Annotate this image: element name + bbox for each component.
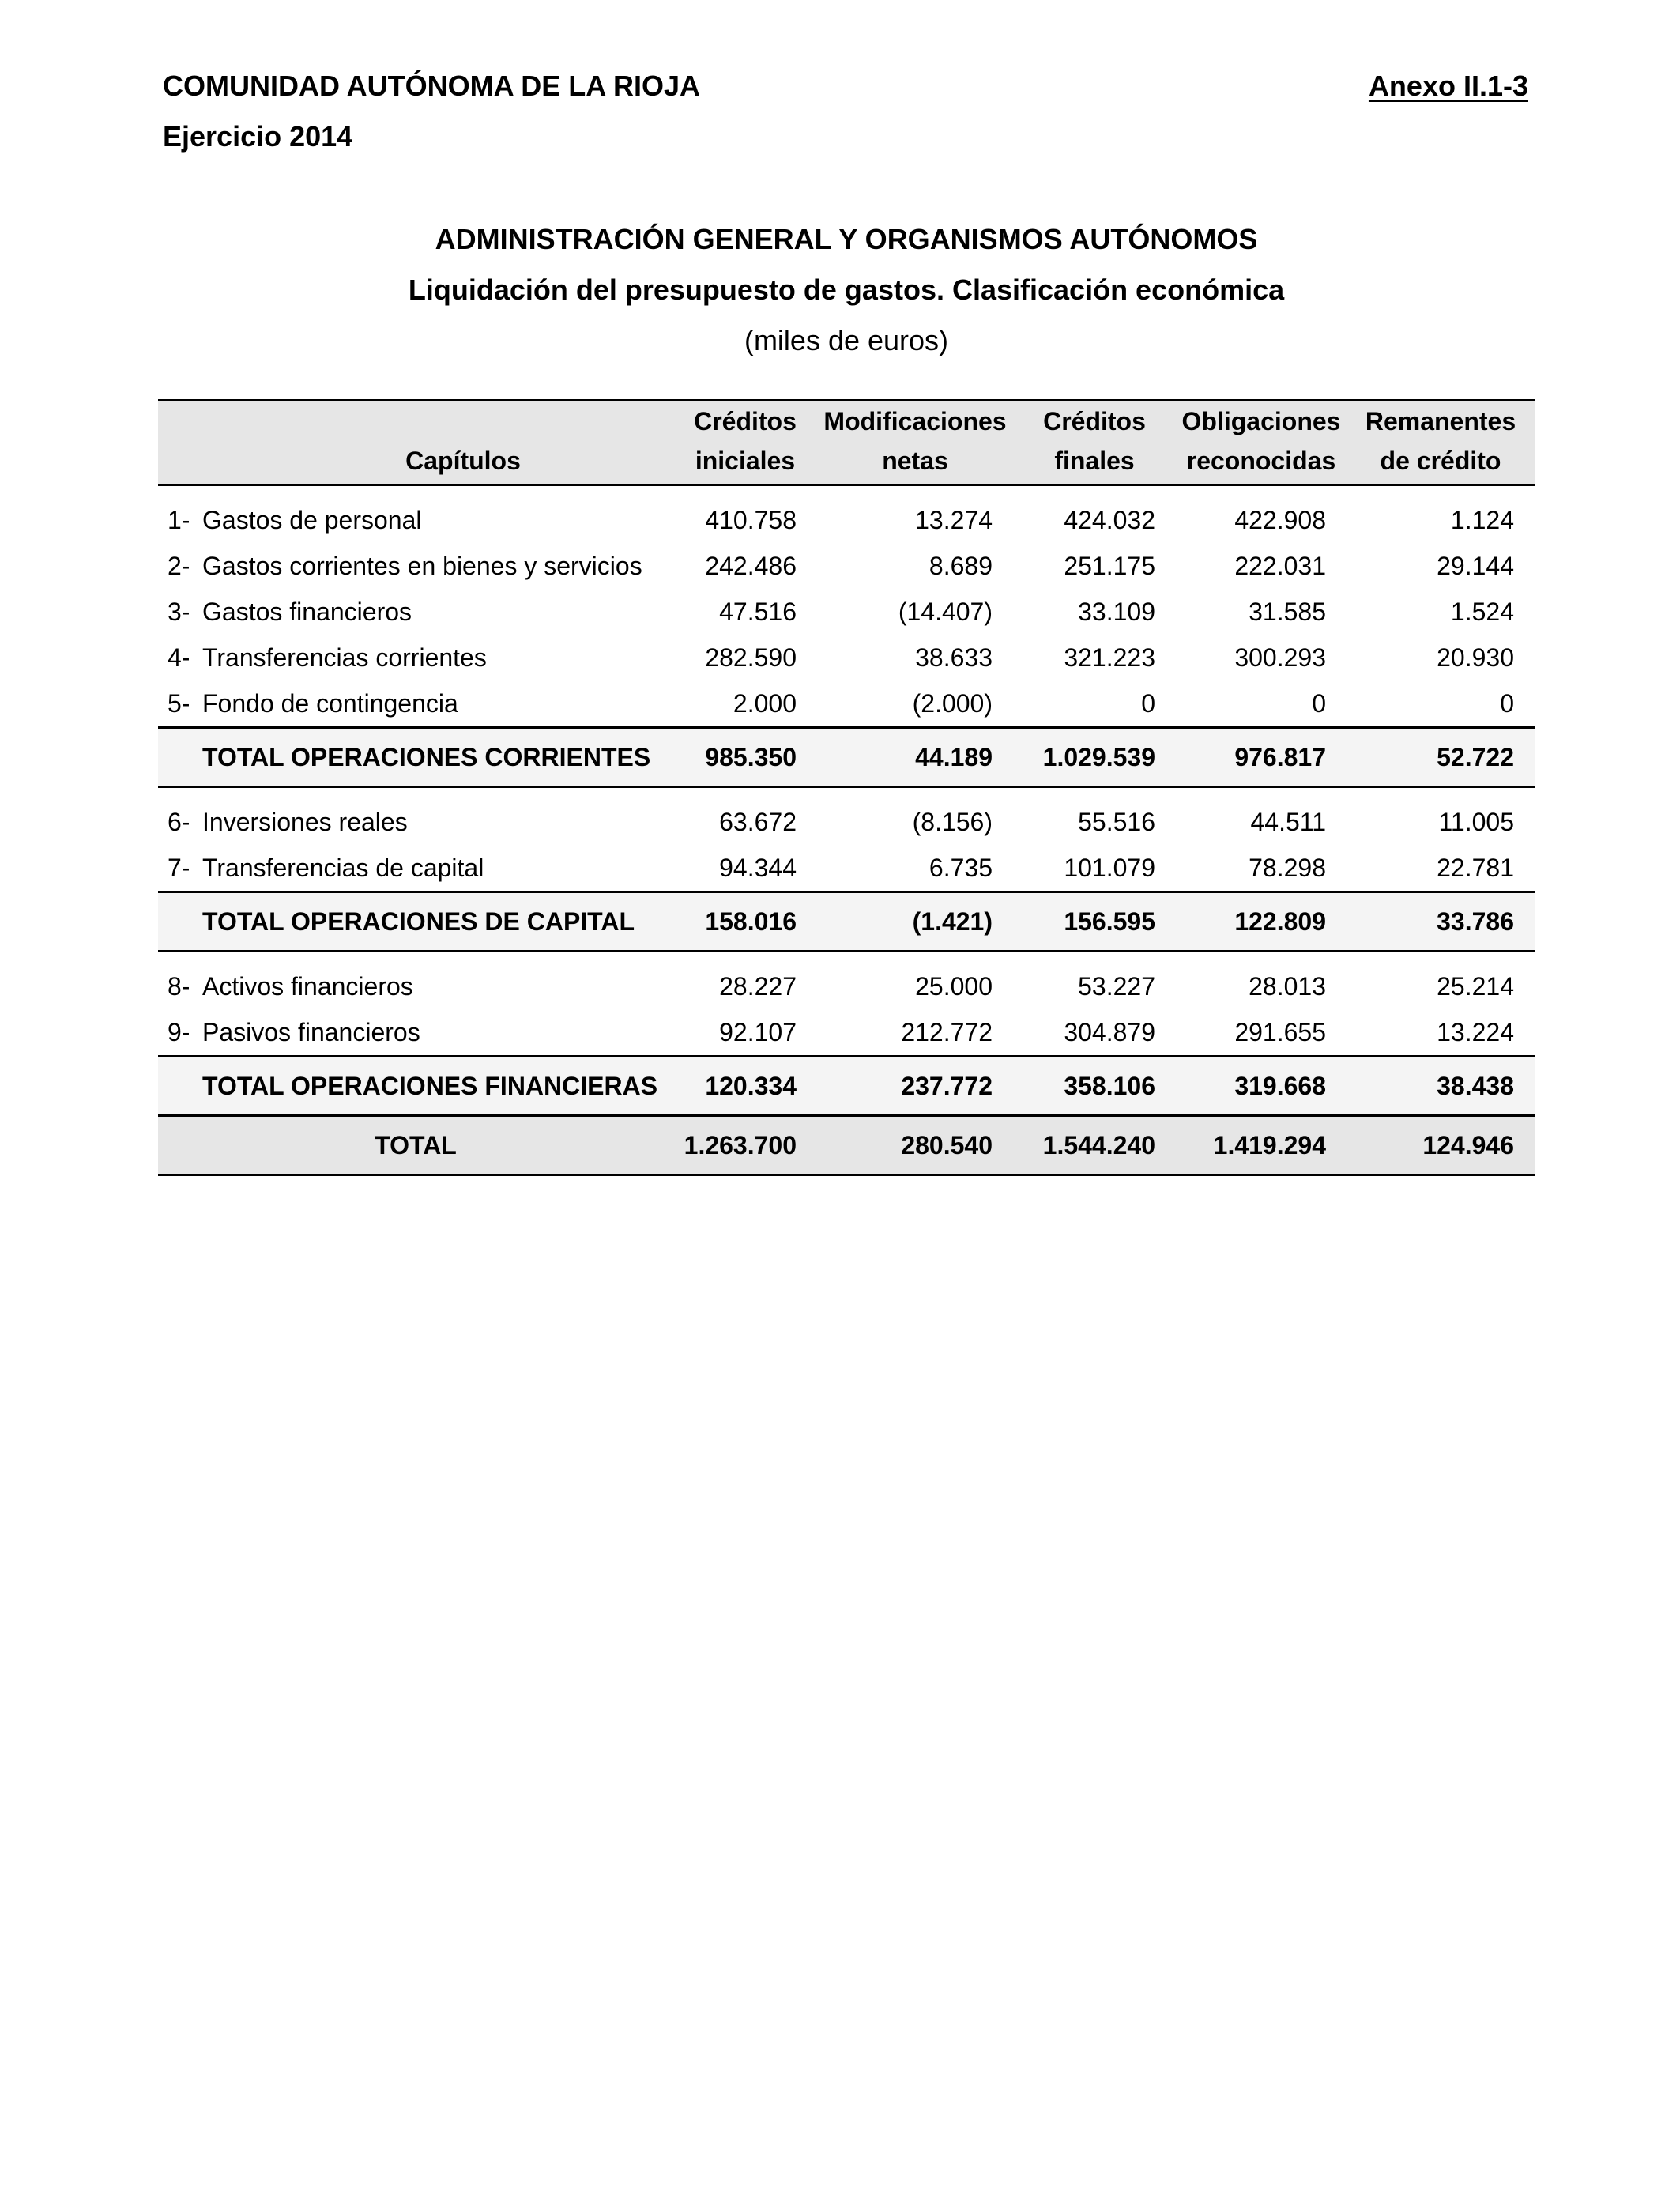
table-cell-value: 158.016 (673, 892, 817, 952)
spacer-cell (158, 952, 673, 964)
fiscal-year: Ejercicio 2014 (163, 120, 353, 153)
table-cell-value: 1.524 (1450, 597, 1514, 626)
table-row (158, 497, 1535, 543)
table-row (158, 680, 1535, 728)
chapter-code: 4- (168, 643, 190, 672)
table-cell-value: 1.263.700 (673, 1116, 817, 1175)
table-cell-value: 1.124 (1450, 505, 1514, 534)
subtotal-label: TOTAL OPERACIONES DE CAPITAL (158, 892, 673, 952)
chapter-name: Fondo de contingencia (202, 688, 458, 718)
table-cell-value: 0 (1312, 688, 1326, 718)
table-header-row (158, 401, 1535, 485)
table-cell-value: (2.000) (912, 688, 993, 718)
chapter-name: Transferencias corrientes (202, 643, 487, 672)
chapter-name-cell (158, 589, 673, 635)
column-header-capitulos (158, 401, 673, 485)
subtotal-row (158, 1057, 1535, 1116)
table-cell-value: 11.005 (1438, 807, 1514, 836)
spacer-cell (158, 485, 673, 498)
row-spacer (158, 485, 1535, 498)
spacer-cell (1347, 787, 1535, 800)
table-cell-value: 38.438 (1347, 1057, 1535, 1116)
table-cell-value: 1.419.294 (1176, 1116, 1347, 1175)
column-header-remanentes-credito (1347, 401, 1535, 485)
chapter-name-cell (158, 963, 673, 1009)
table-cell-value: 78.298 (1249, 853, 1326, 882)
chapter-name: Inversiones reales (202, 807, 408, 836)
chapter-code: 2- (168, 551, 190, 580)
table-row (158, 543, 1535, 589)
table-cell-value: 0 (1141, 688, 1155, 718)
chapter-name: Activos financieros (202, 971, 413, 1001)
table-row (158, 845, 1535, 892)
table-cell-value: 44.511 (1250, 807, 1326, 836)
column-header-line2: iniciales (695, 447, 796, 475)
chapter-name-cell (158, 635, 673, 680)
column-header-line2: reconocidas (1186, 447, 1336, 475)
table-cell-value: 101.079 (1064, 853, 1155, 882)
column-header-line2: netas (882, 447, 948, 475)
spacer-cell (673, 787, 817, 800)
chapter-name-cell (158, 845, 673, 892)
column-header-creditos-iniciales (673, 401, 817, 485)
spacer-cell (1347, 952, 1535, 964)
spacer-cell (1013, 485, 1176, 498)
row-spacer (158, 952, 1535, 964)
chapter-name: Transferencias de capital (202, 853, 484, 882)
annex-label: Anexo II.1-3 (1368, 70, 1528, 102)
spacer-cell (673, 952, 817, 964)
table-cell-value: 321.223 (1064, 643, 1155, 672)
table-cell-value: 251.175 (1064, 551, 1155, 580)
table-cell-value: 28.013 (1249, 971, 1326, 1001)
table-cell-value: 424.032 (1064, 505, 1155, 534)
table-cell-value: 304.879 (1064, 1017, 1155, 1046)
table-row (158, 1009, 1535, 1057)
table-cell-value: 92.107 (719, 1017, 797, 1046)
spacer-cell (158, 787, 673, 800)
spacer-cell (1347, 485, 1535, 498)
chapter-code: 7- (168, 853, 190, 882)
spacer-cell (1013, 952, 1176, 964)
table-cell-value: 237.772 (817, 1057, 1013, 1116)
chapter-name: Gastos financieros (202, 597, 412, 626)
column-header-line1: Créditos (1043, 407, 1146, 435)
chapter-name: Pasivos financieros (202, 1017, 420, 1046)
chapter-code: 9- (168, 1017, 190, 1046)
table-cell-value: 44.189 (817, 728, 1013, 787)
table-cell-value: 319.668 (1176, 1057, 1347, 1116)
table-cell-value: 1.544.240 (1013, 1116, 1176, 1175)
table-cell-value: 122.809 (1176, 892, 1347, 952)
chapter-name-cell (158, 497, 673, 543)
table-cell-value: (14.407) (898, 597, 993, 626)
units-note: (miles de euros) (744, 324, 949, 356)
chapter-name-cell (158, 1009, 673, 1057)
document-subtitle: Liquidación del presupuesto de gastos. Clasificación económica (408, 273, 1285, 306)
grand-total-row (158, 1116, 1535, 1175)
subtotal-row (158, 892, 1535, 952)
spacer-cell (817, 485, 1013, 498)
column-header-line1: Créditos (694, 407, 797, 435)
column-header-obligaciones-reconocidas (1176, 401, 1347, 485)
column-header-creditos-finales (1013, 401, 1176, 485)
column-header-label: Capítulos (405, 447, 521, 475)
table-cell-value: 13.224 (1437, 1017, 1514, 1046)
table-cell-value: 8.689 (929, 551, 993, 580)
spacer-cell (1176, 952, 1347, 964)
table-cell-value: 291.655 (1234, 1017, 1326, 1046)
table-row (158, 589, 1535, 635)
column-header-line1: Obligaciones (1181, 407, 1341, 435)
spacer-cell (1013, 787, 1176, 800)
table-cell-value: 410.758 (705, 505, 797, 534)
table-cell-value: 300.293 (1234, 643, 1326, 672)
subtotal-label: TOTAL OPERACIONES CORRIENTES (158, 728, 673, 787)
chapter-name: Gastos corrientes en bienes y servicios (202, 551, 642, 580)
column-header-line2: de crédito (1380, 447, 1501, 475)
subtotal-row (158, 728, 1535, 787)
table-cell-value: 212.772 (901, 1017, 993, 1046)
table-cell-value: 120.334 (673, 1057, 817, 1116)
chapter-name: Gastos de personal (202, 505, 422, 534)
table-cell-value: 47.516 (719, 597, 797, 626)
table-cell-value: 1.029.539 (1013, 728, 1176, 787)
table-cell-value: 358.106 (1013, 1057, 1176, 1116)
table-cell-value: 13.274 (915, 505, 993, 534)
table-cell-value: 25.000 (915, 971, 993, 1001)
table-cell-value: 282.590 (705, 643, 797, 672)
table-cell-value: 422.908 (1234, 505, 1326, 534)
spacer-cell (1176, 485, 1347, 498)
table-cell-value: 52.722 (1347, 728, 1535, 787)
chapter-code: 1- (168, 505, 190, 534)
spacer-cell (817, 787, 1013, 800)
table-row (158, 963, 1535, 1009)
table-cell-value: 985.350 (673, 728, 817, 787)
table-cell-value: 20.930 (1437, 643, 1514, 672)
table-cell-value: 2.000 (733, 688, 797, 718)
subtotal-label: TOTAL OPERACIONES FINANCIERAS (158, 1057, 673, 1116)
column-header-modificaciones-netas (817, 401, 1013, 485)
chapter-name-cell (158, 543, 673, 589)
table-cell-value: 33.109 (1078, 597, 1155, 626)
table-cell-value: (1.421) (817, 892, 1013, 952)
table-cell-value: 53.227 (1078, 971, 1155, 1001)
row-spacer (158, 787, 1535, 800)
table-cell-value: 280.540 (817, 1116, 1013, 1175)
chapter-code: 5- (168, 688, 190, 718)
table-cell-value: 222.031 (1234, 551, 1326, 580)
table-cell-value: 156.595 (1013, 892, 1176, 952)
table-row (158, 799, 1535, 845)
table-cell-value: 63.672 (719, 807, 797, 836)
table-cell-value: 55.516 (1078, 807, 1155, 836)
budget-table-body (158, 485, 1535, 1175)
chapter-code: 3- (168, 597, 190, 626)
chapter-code: 6- (168, 807, 190, 836)
table-cell-value: 22.781 (1437, 853, 1514, 882)
table-cell-value: 6.735 (929, 853, 993, 882)
chapter-code: 8- (168, 971, 190, 1001)
column-header-line1: Remanentes (1365, 407, 1516, 435)
organization-name: COMUNIDAD AUTÓNOMA DE LA RIOJA (163, 70, 700, 102)
table-cell-value: 0 (1500, 688, 1514, 718)
spacer-cell (673, 485, 817, 498)
table-cell-value: 29.144 (1437, 551, 1514, 580)
table-cell-value: 33.786 (1347, 892, 1535, 952)
table-cell-value: 242.486 (705, 551, 797, 580)
grand-total-label: TOTAL (158, 1116, 673, 1175)
table-cell-value: 124.946 (1347, 1116, 1535, 1175)
spacer-cell (817, 952, 1013, 964)
budget-table (158, 399, 1535, 1176)
table-cell-value: (8.156) (912, 807, 993, 836)
spacer-cell (1176, 787, 1347, 800)
chapter-name-cell (158, 799, 673, 845)
document-title: ADMINISTRACIÓN GENERAL Y ORGANISMOS AUTÓNOMOS (435, 223, 1258, 255)
table-cell-value: 28.227 (719, 971, 797, 1001)
table-cell-value: 25.214 (1437, 971, 1514, 1001)
table-cell-value: 976.817 (1176, 728, 1347, 787)
table-cell-value: 94.344 (719, 853, 797, 882)
table-cell-value: 38.633 (915, 643, 993, 672)
column-header-line1: Modificaciones (823, 407, 1007, 435)
table-cell-value: 31.585 (1249, 597, 1326, 626)
table-row (158, 635, 1535, 680)
column-header-line2: finales (1054, 447, 1135, 475)
chapter-name-cell (158, 680, 673, 728)
